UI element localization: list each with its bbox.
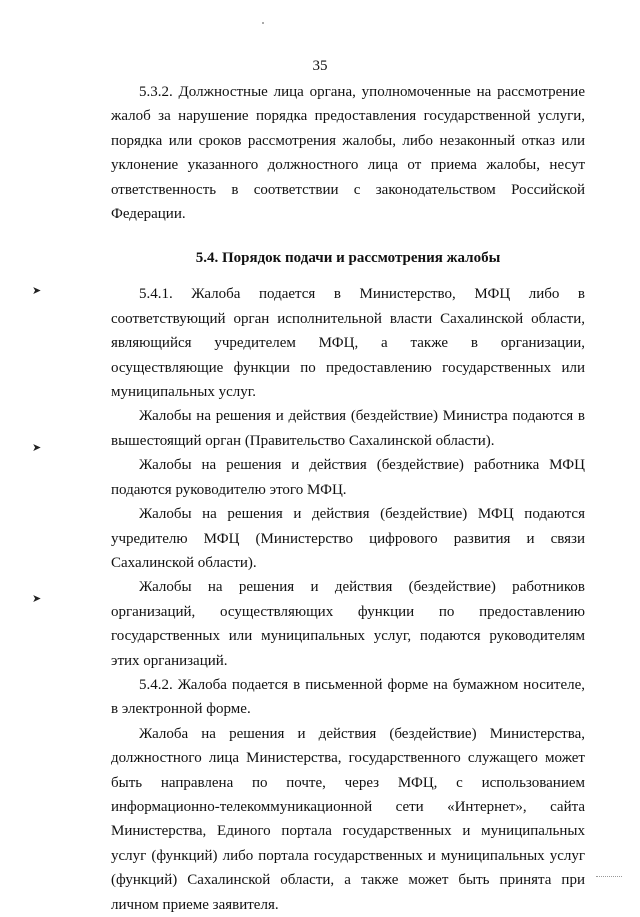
paragraph-organization-complaints: Жалобы на решения и действия (бездействие) работников организаций, осуществляющих функции по предоставлению государственных или муниципальных услуг, подаются руководителям этих организаций.: [111, 579, 585, 669]
margin-arrow-icon: ➤: [32, 592, 42, 605]
margin-arrow-icon: ➤: [32, 284, 42, 297]
margin-arrow-icon: ➤: [32, 441, 42, 454]
paragraph-submission-channels: Жалоба на решения и действия (бездействие) Министерства, должностного лица Министерства, государственного служащего может быть направлена по почте, через МФЦ, с использованием информационно-телекоммуникационной сети «Интернет», сайта Министерства, Единого портала государственных и муниципальных услуг (функций) либо портала государственных и муниципальных услуг (функций) Сахалинской области, а также может быть принята при личном приеме заявителя.: [111, 725, 585, 913]
scan-artifact: [596, 876, 622, 879]
paragraph-5-4-1: 5.4.1. Жалоба подается в Министерство, МФЦ либо в соответствующий орган исполнительной власти Сахалинской области, являющийся учредителем МФЦ, а также в организации, осуществляющие функции по предоставлению государственных или муниципальных услуг.: [111, 286, 585, 401]
paragraph-5-3-2: 5.3.2. Должностные лица органа, уполномоченные на рассмотрение жалоб за нарушение порядка предоставления государственной услуги, порядка или сроков рассмотрения жалобы, либо незаконный отказ или уклонение указанного должностного лица от приема жалобы, несут ответственность в соответствии с законодательством Российской Федерации.: [111, 84, 585, 223]
paragraph-minister-complaints: Жалобы на решения и действия (бездействие) Министра подаются в вышестоящий орган (Правительство Сахалинской области).: [111, 408, 585, 449]
paragraph-mfc-complaints: Жалобы на решения и действия (бездействие) МФЦ подаются учредителю МФЦ (Министерство цифрового развития и связи Сахалинской области).: [111, 506, 585, 571]
scan-speck: [262, 22, 264, 24]
paragraph-mfc-worker-complaints: Жалобы на решения и действия (бездействие) работника МФЦ подаются руководителю этого МФЦ.: [111, 457, 585, 498]
page-number: 35: [312, 58, 328, 74]
section-title: 5.4. Порядок подачи и рассмотрения жалобы: [195, 250, 501, 267]
document-body: [111, 80, 585, 917]
paragraph-5-4-2: 5.4.2. Жалоба подается в письменной форме на бумажном носителе, в электронной форме.: [111, 676, 585, 718]
